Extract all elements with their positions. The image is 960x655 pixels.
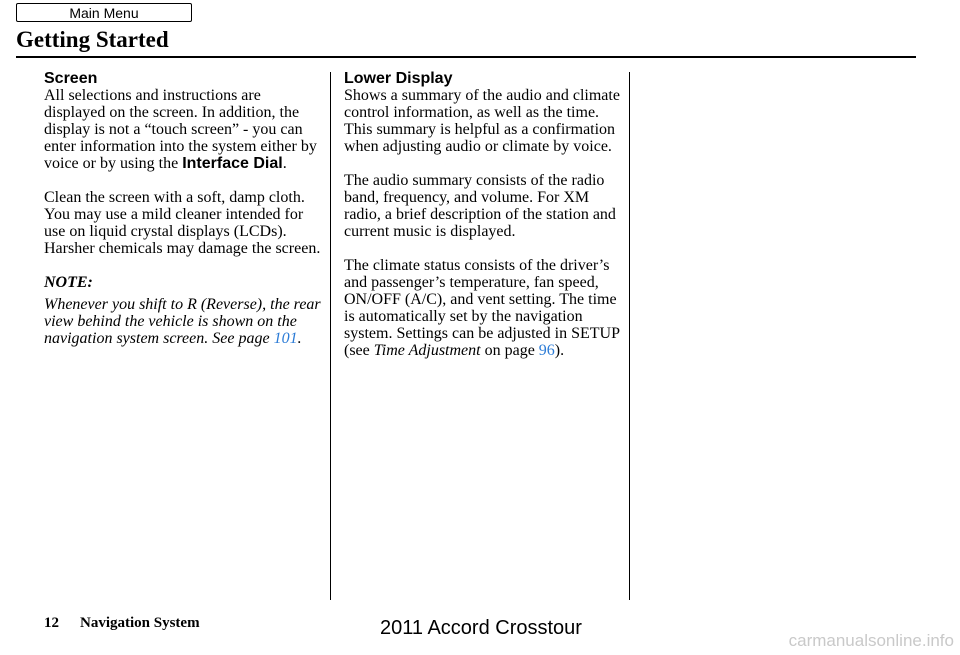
left-column [44, 70, 324, 364]
screen-p1-text: All selections and instructions are displayed on the screen. In addition, the display is not a “touch screen” - you can enter information into the system either by voice or by using the [44, 87, 317, 172]
lower-display-paragraph-2: The audio summary consists of the radio band, frequency, and volume. For XM radio, a brief description of the station and current music is displayed. [344, 172, 616, 240]
book-title: Navigation System [80, 615, 200, 631]
note-body: Whenever you shift to R (Reverse), the rear view behind the vehicle is shown on the navigation system screen. See page [44, 296, 321, 347]
p3-mid: on page [480, 342, 539, 359]
time-adjustment-ref: Time Adjustment [373, 342, 481, 359]
screen-paragraph-2: Clean the screen with a soft, damp cloth. You may use a mild cleaner intended for use on liquid crystal displays (LCDs). Harsher chemicals may damage the screen. [44, 189, 321, 257]
page-number: 12 [44, 615, 59, 631]
screen-p1-end: . [282, 155, 287, 172]
column-divider-left [330, 72, 331, 600]
p3-text: The climate status consists of the driver’s and passenger’s temperature, fan speed, ON/OFF (A/C), and vent setting. The time is automatically set by the navigation system. Settings can be adjusted in SETUP (see [344, 257, 620, 359]
page-title: Getting Started [16, 27, 169, 52]
title-divider [16, 56, 916, 58]
lower-display-paragraph-3 [344, 257, 624, 359]
page-96-link[interactable]: 96 [538, 342, 555, 359]
p3-end: ). [554, 342, 565, 359]
lower-display-paragraph-1: Shows a summary of the audio and climate control information, as well as the time. This summary is helpful as a confirmation when adjusting audio or climate by voice. [344, 87, 620, 155]
watermark: carmanualsonline.info [788, 631, 954, 650]
lower-display-heading: Lower Display [344, 70, 453, 87]
screen-paragraph-1 [44, 87, 324, 172]
interface-dial-term: Interface Dial [182, 155, 283, 172]
note-label: NOTE: [44, 274, 93, 291]
model-name: 2011 Accord Crosstour [380, 617, 582, 639]
main-menu-button[interactable]: Main Menu [16, 3, 192, 22]
note-end: . [297, 330, 302, 347]
note-text [44, 296, 324, 347]
page-101-link[interactable]: 101 [273, 330, 298, 347]
screen-heading: Screen [44, 70, 98, 87]
middle-column [344, 70, 624, 376]
column-divider-right [629, 72, 630, 600]
